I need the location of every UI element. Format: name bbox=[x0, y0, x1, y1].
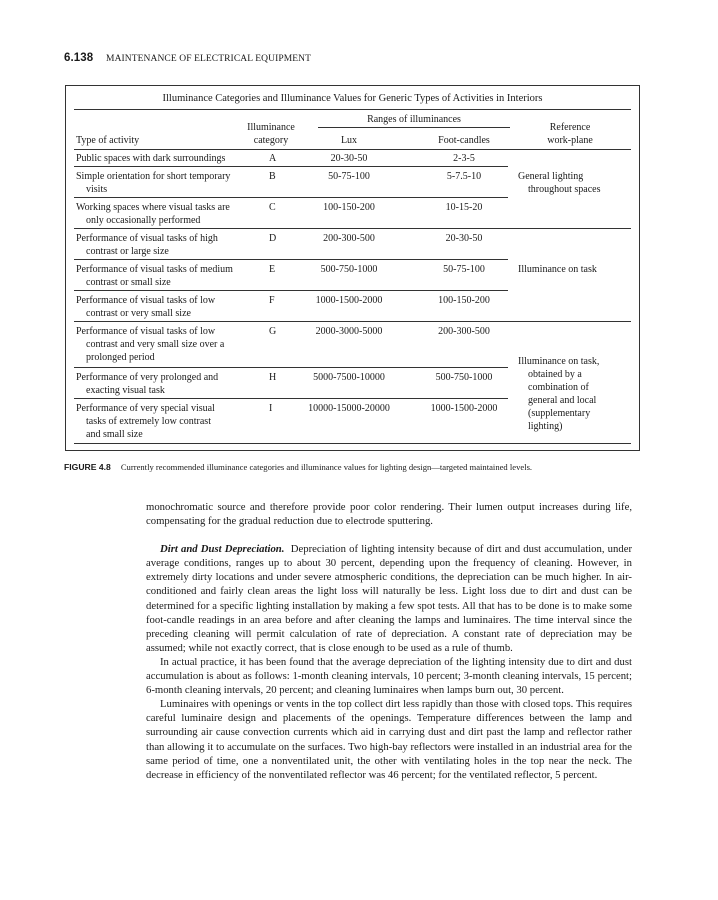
row-i-activity-2: tasks of extremely low contrast bbox=[86, 416, 211, 427]
row-c-activity-2: only occasionally performed bbox=[86, 215, 201, 226]
row-g-category: G bbox=[269, 326, 277, 337]
paragraph: Luminaires with openings or vents in the top collect dirt less rapidly than those with closed tops. This requires careful luminaire design and placements of the openings. Temperature differences between the lamp and surrounding air cause convection currents which aid in carrying dust and dirt past the lamp and reflector rather than allowing it to accumulate on the surfaces. Two high-bay reflectors were installed in an industrial area for the same period of time, one a nonventilated unit, the other with ventilating holes in the top near the neck. The decrease in efficiency of the nonventilated reflector was 46 percent; for the ventilated reflector, 5 percent. bbox=[146, 698, 632, 781]
row-c-lux: 100-150-200 bbox=[323, 202, 375, 213]
reference-task: Illuminance on task bbox=[518, 264, 597, 275]
row-a-lux: 20-30-50 bbox=[330, 153, 368, 164]
paragraph: monochromatic source and therefore provide poor color rendering. Their lumen output increases during life, compensating for the gradual reduction due to electrode sputtering. bbox=[146, 501, 632, 528]
row-b-fc: 5-7.5-10 bbox=[446, 171, 482, 182]
row-e-lux: 500-750-1000 bbox=[320, 264, 378, 275]
reference-combined-5: (supplementary bbox=[528, 408, 591, 419]
row-rule bbox=[74, 290, 508, 291]
row-e-category: E bbox=[269, 264, 276, 275]
row-rule bbox=[74, 398, 508, 399]
row-rule bbox=[74, 197, 508, 198]
row-i-activity-1: Performance of very special visual bbox=[76, 403, 215, 414]
row-b-activity-1: Simple orientation for short temporary bbox=[76, 171, 231, 182]
row-e-activity-1: Performance of visual tasks of medium bbox=[76, 264, 233, 275]
row-rule bbox=[74, 367, 508, 368]
row-b-category: B bbox=[269, 171, 276, 182]
reference-combined-6: lighting) bbox=[528, 421, 563, 432]
row-h-activity-1: Performance of very prolonged and bbox=[76, 372, 219, 383]
row-i-lux: 10000-15000-20000 bbox=[308, 403, 390, 414]
row-a-category: A bbox=[269, 153, 277, 164]
row-h-lux: 5000-7500-10000 bbox=[313, 372, 385, 383]
row-a-fc: 2-3-5 bbox=[453, 153, 475, 164]
page-number: 6.138 bbox=[64, 52, 94, 64]
row-e-fc: 50-75-100 bbox=[443, 264, 485, 275]
row-g-activity-3: prolonged period bbox=[86, 352, 155, 363]
reference-combined-2: obtained by a bbox=[528, 369, 582, 380]
header-ranges: Ranges of illuminances bbox=[367, 114, 461, 125]
header-category-1: Illuminance bbox=[247, 122, 295, 133]
paragraph: Depreciation of lighting intensity because of dirt and dust accumulation, under average conditions, ranges up to about 30 percent, depending upon the frequency of cleaning. However, in extremely dirty locations and under severe atmospheric conditions, the depreciation can be much higher. In air-conditioned and fairly clean areas the light loss will naturally be less. Light loss due to dirt and dust can be determined for a specific lighting installation by making a few spot tests. All that has to be done is to make some foot-candle readings in an area before and after cleaning the lamps and luminaires. The time interval since the preceding cleaning will permit calculation of rate of depreciation. A constant rate of depreciation may be assumed; while not exactly correct, that is close enough to be used as a rule of thumb. bbox=[146, 543, 633, 654]
table-top-rule bbox=[74, 109, 631, 110]
row-d-lux: 200-300-500 bbox=[323, 233, 375, 244]
row-b-activity-2: visits bbox=[86, 184, 108, 195]
running-section-title: MAINTENANCE OF ELECTRICAL EQUIPMENT bbox=[106, 54, 312, 64]
row-c-category: C bbox=[269, 202, 276, 213]
header-category-2: category bbox=[253, 135, 289, 146]
figure-caption bbox=[64, 462, 532, 472]
row-f-activity-2: contrast or very small size bbox=[86, 308, 191, 319]
row-h-fc: 500-750-1000 bbox=[435, 372, 493, 383]
figure-label: FIGURE 4.8 bbox=[64, 462, 111, 472]
row-f-fc: 100-150-200 bbox=[438, 295, 490, 306]
row-f-activity-1: Performance of visual tasks of low bbox=[76, 295, 216, 306]
row-e-activity-2: contrast or small size bbox=[86, 277, 171, 288]
row-h-activity-2: exacting visual task bbox=[86, 385, 165, 396]
row-f-category: F bbox=[269, 295, 275, 306]
header-lux: Lux bbox=[340, 135, 358, 146]
row-g-activity-1: Performance of visual tasks of low bbox=[76, 326, 216, 337]
body-text bbox=[146, 500, 632, 782]
paragraph: In actual practice, it has been found that the average depreciation of the lighting intensity due to dirt and dust accumulation is about as follows: 1-month cleaning intervals, 10 percent; 3-month cleaning intervals, 15 percent; 6-month cleaning intervals, 20 percent; and cleaning luminaires when lamps burn out, 30 percent. bbox=[146, 655, 632, 697]
reference-general-1: General lighting bbox=[518, 171, 584, 182]
row-rule bbox=[74, 166, 508, 167]
illuminance-table bbox=[65, 85, 640, 451]
row-g-fc: 200-300-500 bbox=[438, 326, 490, 337]
row-i-category: I bbox=[269, 403, 273, 414]
row-d-activity-2: contrast or large size bbox=[86, 246, 169, 257]
row-d-fc: 20-30-50 bbox=[445, 233, 483, 244]
paragraph-heading: Dirt and Dust Depreciation. bbox=[160, 543, 285, 556]
row-g-activity-2: contrast and very small size over a bbox=[86, 339, 225, 350]
group-rule bbox=[74, 321, 631, 322]
page-header bbox=[64, 52, 311, 64]
row-f-lux: 1000-1500-2000 bbox=[315, 295, 383, 306]
row-c-activity-1: Working spaces where visual tasks are bbox=[76, 202, 230, 213]
row-d-activity-1: Performance of visual tasks of high bbox=[76, 233, 218, 244]
row-d-category: D bbox=[269, 233, 277, 244]
row-a-activity: Public spaces with dark surroundings bbox=[76, 153, 226, 164]
group-rule bbox=[74, 228, 631, 229]
reference-general-2: throughout spaces bbox=[528, 184, 601, 195]
row-h-category: H bbox=[269, 372, 277, 383]
figure-caption-text: Currently recommended illuminance categories and illuminance values for lighting design—targeted maintained levels. bbox=[120, 462, 533, 472]
header-foot-candles: Foot-candles bbox=[438, 135, 490, 146]
header-reference-2: work-plane bbox=[547, 135, 593, 146]
row-g-lux: 2000-3000-5000 bbox=[315, 326, 383, 337]
row-c-fc: 10-15-20 bbox=[445, 202, 483, 213]
table-title: Illuminance Categories and Illuminance Values for Generic Types of Activities in Interiors bbox=[162, 93, 543, 104]
row-b-lux: 50-75-100 bbox=[328, 171, 370, 182]
reference-combined-1: Illuminance on task, bbox=[518, 356, 600, 367]
row-i-fc: 1000-1500-2000 bbox=[430, 403, 498, 414]
reference-combined-3: combination of bbox=[528, 382, 589, 393]
header-bottom-rule bbox=[74, 149, 631, 150]
reference-combined-4: general and local bbox=[528, 395, 597, 406]
ranges-rule bbox=[318, 127, 510, 128]
table-bottom-rule bbox=[74, 443, 631, 444]
header-reference-1: Reference bbox=[549, 122, 591, 133]
row-i-activity-3: and small size bbox=[86, 429, 143, 440]
row-rule bbox=[74, 259, 508, 260]
header-activity: Type of activity bbox=[76, 135, 140, 146]
